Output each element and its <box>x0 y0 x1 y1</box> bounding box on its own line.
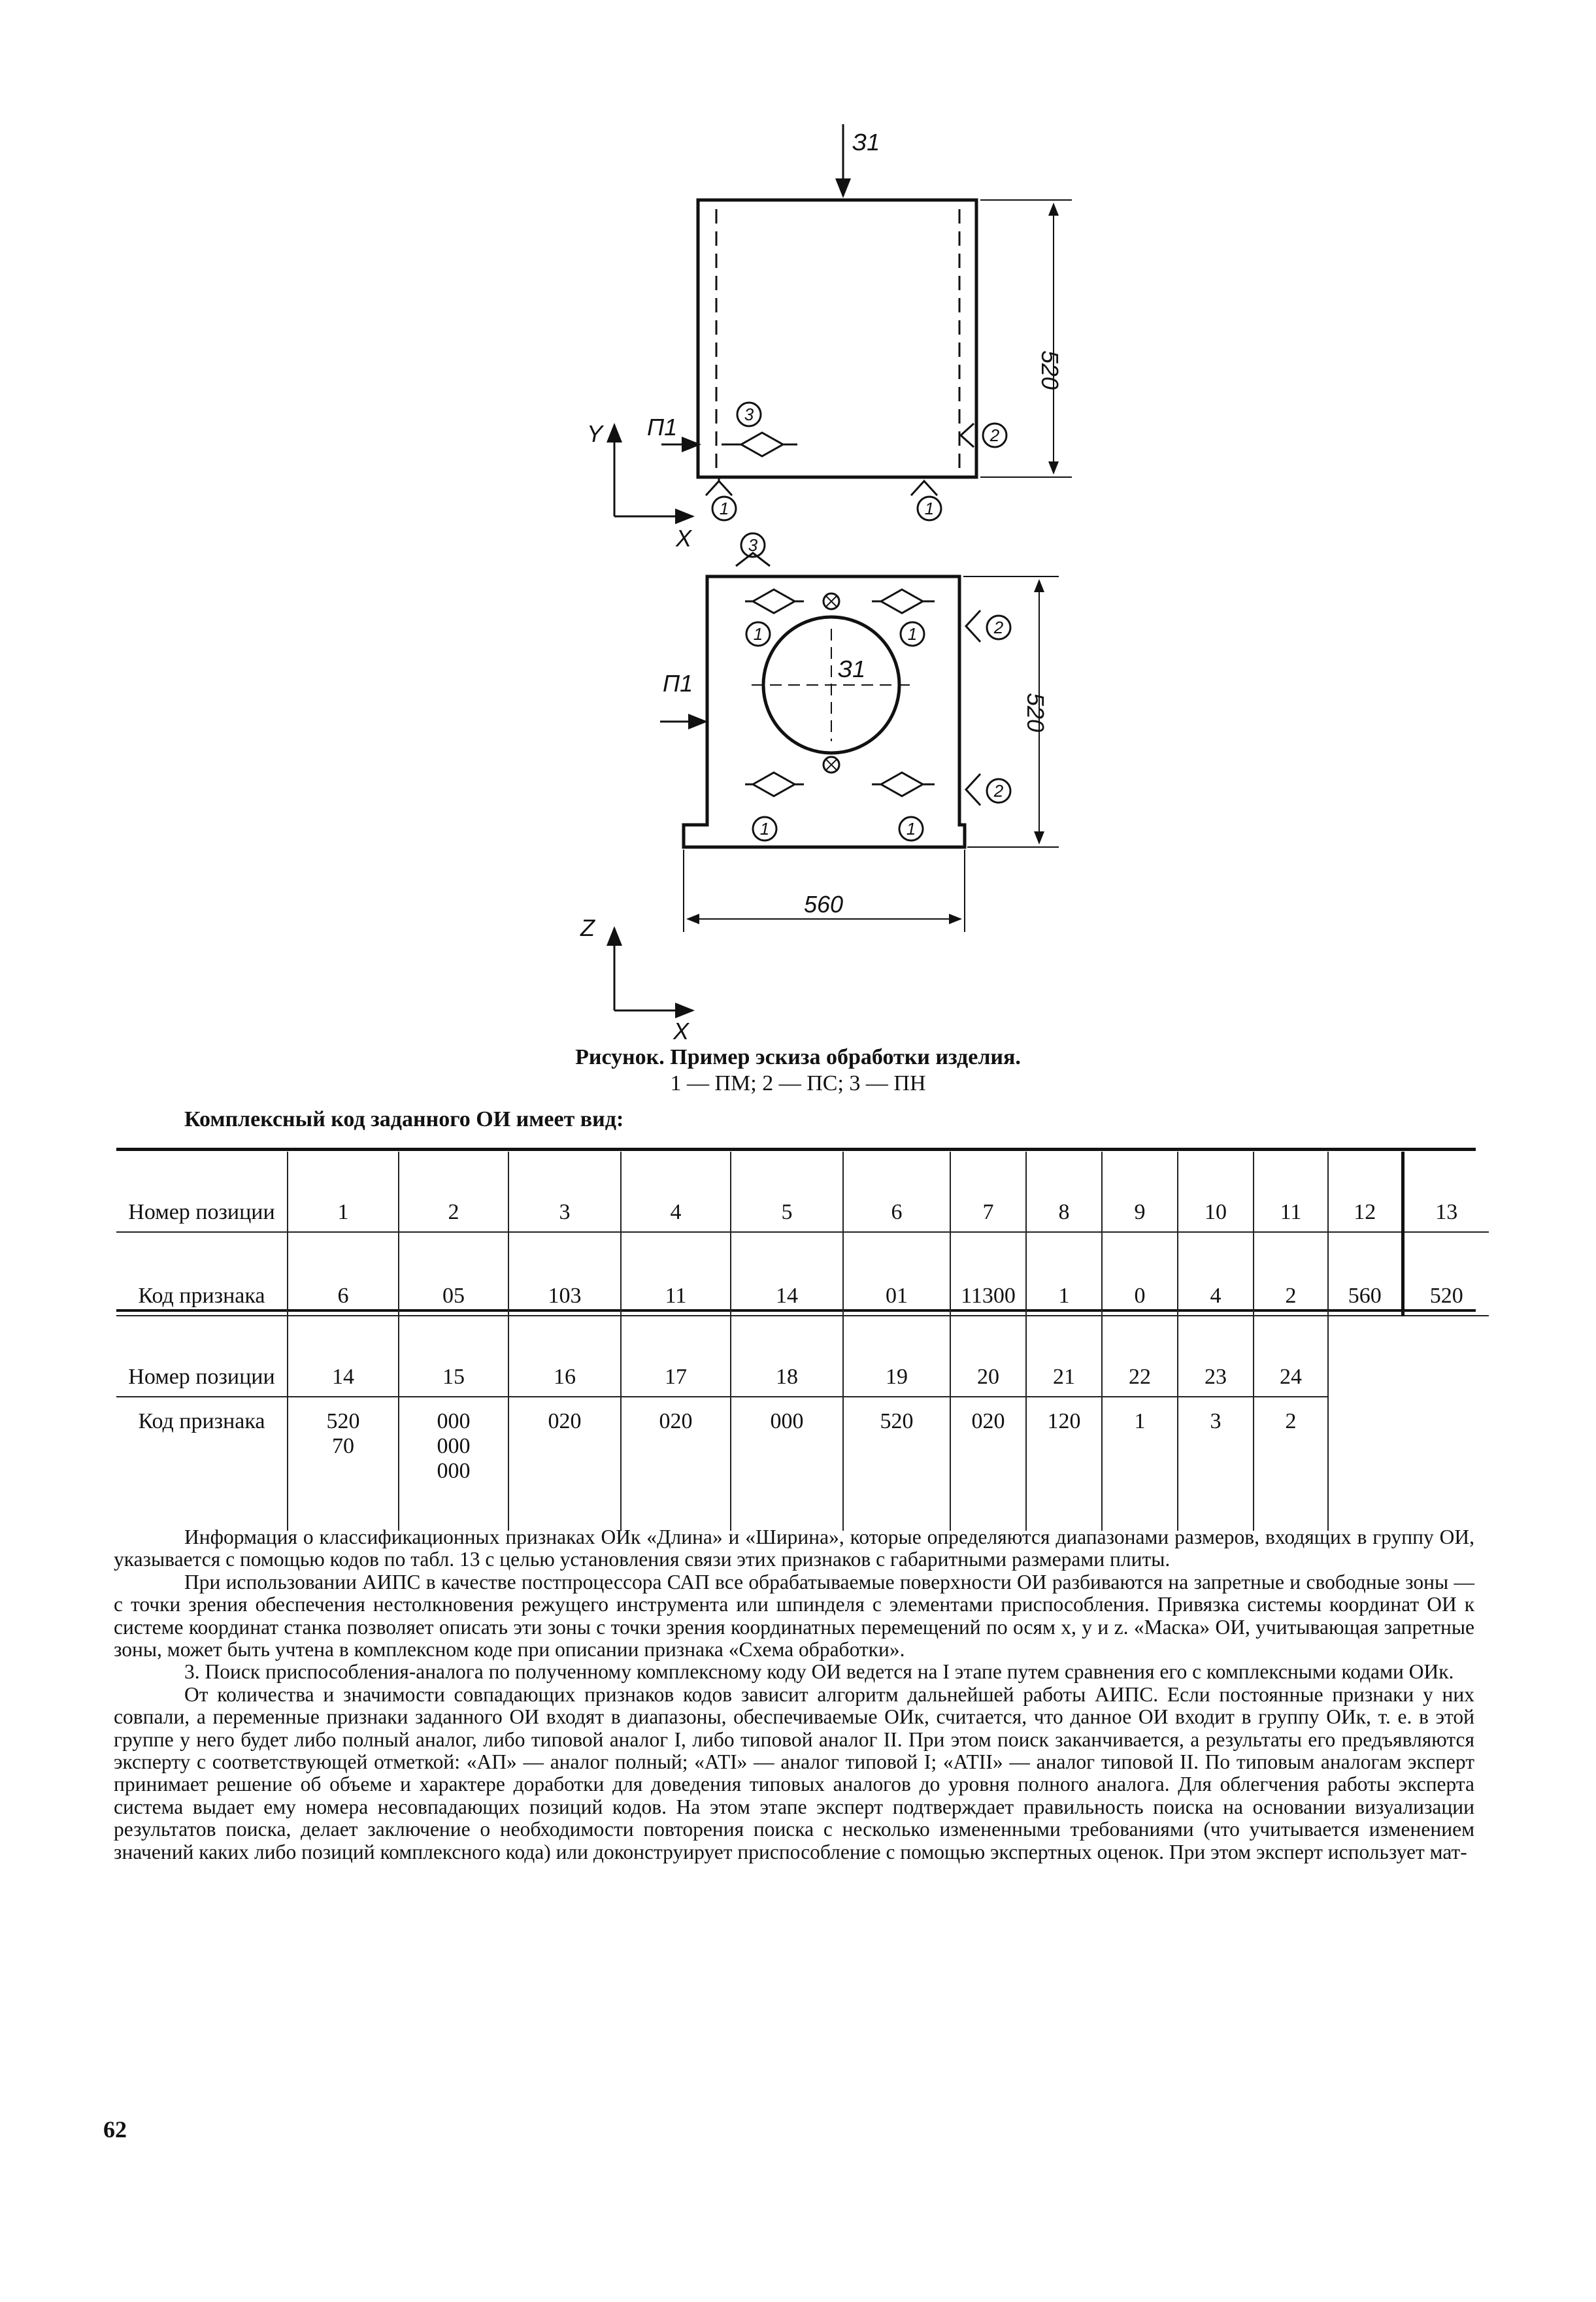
page-number: 62 <box>103 2116 127 2143</box>
table-cell: 4 <box>621 1152 731 1232</box>
figure-caption-legend: 1 — ПМ; 2 — ПС; 3 — ПН <box>670 1071 926 1095</box>
table-cell: 2 <box>1254 1232 1328 1316</box>
table-cell: 520 70 <box>288 1397 399 1531</box>
table-cell-empty <box>1328 1397 1403 1531</box>
table-cell: 3 <box>508 1152 621 1232</box>
table-cell: 520 <box>1403 1232 1489 1316</box>
table-cell: 18 <box>731 1316 843 1397</box>
marker-1-top-left: 1 <box>719 499 729 518</box>
table-cell: 10 <box>1178 1152 1254 1232</box>
clamp-symbol-2-top <box>961 424 974 447</box>
table-cell: 11300 <box>950 1232 1026 1316</box>
figure-caption-title: Рисунок. Пример эскиза обработки изделия. <box>575 1045 1021 1069</box>
processing-sketch-figure <box>0 0 1596 1046</box>
table-cell: 1 <box>288 1152 399 1232</box>
marker-1-top-right: 1 <box>924 499 935 518</box>
support-symbol-1-left <box>706 478 732 495</box>
table-cell: 22 <box>1102 1316 1178 1397</box>
table-cell: 2 <box>1254 1397 1328 1531</box>
table-cell: 01 <box>843 1232 950 1316</box>
table-cell: 3 <box>1178 1397 1254 1531</box>
complex-code-table <box>116 1152 1489 1531</box>
label-z1-bottom: З1 <box>838 656 866 682</box>
label-dim-width: 560 <box>804 891 844 918</box>
label-axis-z: Z <box>580 914 595 941</box>
table-cell: 020 <box>621 1397 731 1531</box>
table-cell: 0 <box>1102 1232 1178 1316</box>
marker-1-bottom-b: 1 <box>907 624 918 644</box>
row-label-code: Код признака <box>138 1409 265 1433</box>
row-label-position: Номер позиции <box>116 1316 288 1397</box>
table-row-positions-1 <box>116 1152 1489 1232</box>
table-cell: 17 <box>621 1316 731 1397</box>
label-p1-bottom: П1 <box>663 670 693 697</box>
label-dim-top: 520 <box>1037 350 1063 390</box>
table-cell: 23 <box>1178 1316 1254 1397</box>
table-cell: 1 <box>1026 1232 1102 1316</box>
table-cell: 14 <box>288 1316 399 1397</box>
table-cell: 020 <box>950 1397 1026 1531</box>
table-cell: 000 000 000 <box>399 1397 508 1531</box>
paragraph: При использовании АИПС в качестве постпроцессора САП все обрабатываемые поверхности ОИ разбиваются на запретные и свободные зоны — с точки зрения обеспечения нестолкновения режущего инструмента или шпинделя с элементами приспособления. Привязка системы координат ОИ к системе координат станка позволяет описать эти зоны с точки зрения координатных перемещений по осям x, y и z. «Маска» ОИ, учитывающая запретные зоны, может быть учтена в комплексном коде при описании признака «Схема обработки». <box>114 1570 1474 1661</box>
table-cell: 11 <box>1254 1152 1328 1232</box>
marker-2-bottom-b: 2 <box>993 781 1004 801</box>
table-cell: 9 <box>1102 1152 1178 1232</box>
row-label-code: Код признака <box>116 1232 288 1316</box>
label-dim-right: 520 <box>1022 693 1049 733</box>
marker-3-top: 3 <box>744 405 754 424</box>
table-cell: 15 <box>399 1316 508 1397</box>
label-z1-top: З1 <box>852 129 880 156</box>
code-intro-text: Комплексный код заданного ОИ имеет вид: <box>184 1107 624 1131</box>
table-cell: 520 <box>843 1397 950 1531</box>
table-cell: 21 <box>1026 1316 1102 1397</box>
table-row-positions-2 <box>116 1316 1489 1397</box>
top-view-outline <box>698 200 976 477</box>
table-cell: 14 <box>731 1232 843 1316</box>
label-axis-x-bottom: X <box>673 1018 690 1044</box>
table-cell: 2 <box>399 1152 508 1232</box>
label-axis-y: Y <box>587 420 603 447</box>
table-cell: 16 <box>508 1316 621 1397</box>
table-cell: 6 <box>288 1232 399 1316</box>
table-cell: 12 <box>1328 1152 1403 1232</box>
table-row-codes-1 <box>116 1232 1489 1316</box>
marker-3-bottom: 3 <box>748 535 758 555</box>
paragraph: Информация о классификационных признаках ОИк «Длина» и «Ширина», которые определяются диапазонами размеров, входящих в группу ОИ, указывается с помощью кодов по табл. 13 с целью установления связи этих признаков с габаритными размерами плиты. <box>114 1526 1474 1571</box>
table-cell: 103 <box>508 1232 621 1316</box>
support-rhombus-top <box>722 433 797 456</box>
table-cell: 13 <box>1403 1152 1489 1232</box>
table-cell: 24 <box>1254 1316 1328 1397</box>
support-symbol-1-right <box>911 481 937 495</box>
table-cell: 000 <box>731 1397 843 1531</box>
row-label-position: Номер позиции <box>116 1152 288 1232</box>
marker-2-bottom-a: 2 <box>993 618 1004 637</box>
table-cell: 4 <box>1178 1232 1254 1316</box>
table-row-codes-2 <box>116 1397 1489 1531</box>
marker-1-bottom-a: 1 <box>753 624 763 644</box>
table-cell: 120 <box>1026 1397 1102 1531</box>
table-cell-empty <box>1403 1397 1489 1531</box>
table-cell: 8 <box>1026 1152 1102 1232</box>
table-cell: 11 <box>621 1232 731 1316</box>
table-cell: 19 <box>843 1316 950 1397</box>
label-p1-top: П1 <box>647 414 678 441</box>
body-text <box>114 1526 1474 1863</box>
table-cell: 05 <box>399 1232 508 1316</box>
table-cell: 5 <box>731 1152 843 1232</box>
table-cell: 560 <box>1328 1232 1403 1316</box>
table-cell: 1 <box>1102 1397 1178 1531</box>
table-cell: 6 <box>843 1152 950 1232</box>
paragraph: 3. Поиск приспособления-аналога по полученному комплексному коду ОИ ведется на I этапе путем сравнения его с комплексными кодами ОИк. <box>184 1660 1454 1684</box>
table-cell-empty <box>1403 1316 1489 1397</box>
marker-1-bottom-d: 1 <box>906 819 916 839</box>
table-cell: 20 <box>950 1316 1026 1397</box>
table-cell-empty <box>1328 1316 1403 1397</box>
paragraph: От количества и значимости совпадающих признаков кодов зависит алгоритм дальнейшей работы АИПС. Если постоянные признаки у них совпали, а переменные признаки заданного ОИ входят в диапазоны, обеспечиваемые ОИк, считается, что данное ОИ входит в группу ОИк, т. е. в этой группе у него будет либо полный аналог, либо типовой аналог I, либо типовой аналог II. При этом поиск заканчивается, а результаты его предъявляются эксперту с соответствующей отметкой: «АП» — аналог полный; «АТI» — аналог типовой I; «АТII» — аналог типовой II. По типовым аналогам эксперт принимает решение об объеме и характере доработки для доведения типовых аналогов до уровня полного аналога. Для облегчения работы эксперта система выдает ему номера несовпадающих позиций кодов. На этом этапе эксперт подтверждает правильность поиска на основании визуализации результатов поиска, делает заключение о необходимости повторения поиска с несколько измененными требованиями (что учитывается изменением значений каких либо позиций комплексного кода) или доконструирует приспособление с помощью экспертных оценок. При этом эксперт использует мат- <box>114 1682 1474 1863</box>
label-axis-x-top: X <box>676 525 692 552</box>
marker-1-bottom-c: 1 <box>759 819 770 839</box>
marker-2-top: 2 <box>989 425 1000 445</box>
table-top-rule <box>116 1148 1476 1151</box>
table-cell: 020 <box>508 1397 621 1531</box>
table-cell: 7 <box>950 1152 1026 1232</box>
